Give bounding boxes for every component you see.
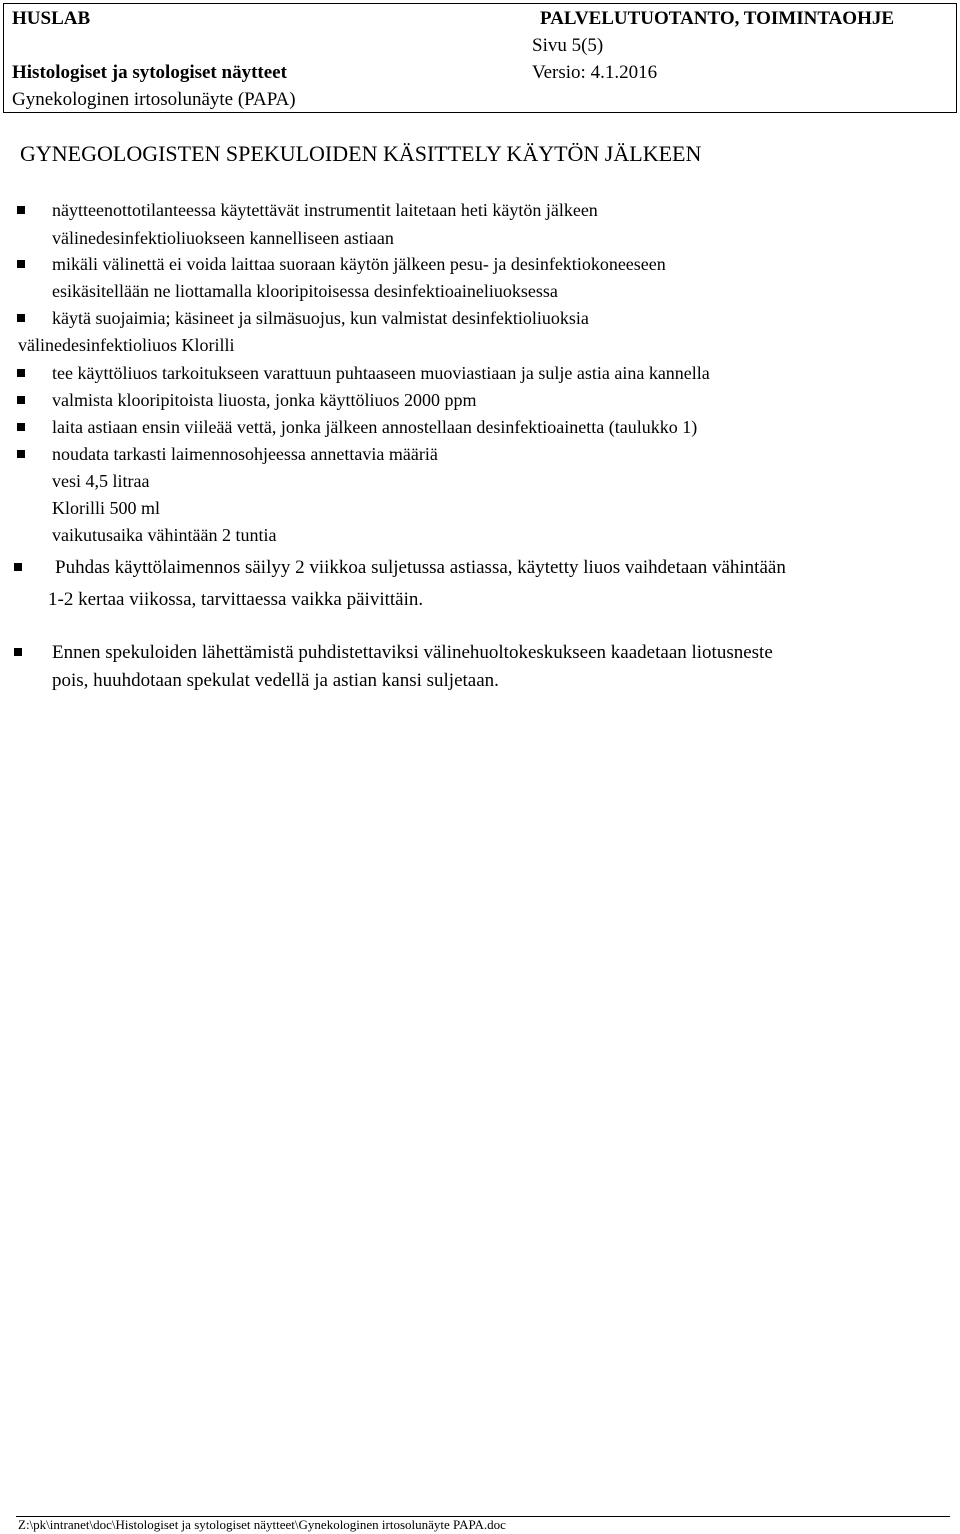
file-path: Z:\pk\intranet\doc\Histologiset ja sytologiset näytteet\Gynekologinen irtosolunäyte PAPA.doc	[18, 1517, 506, 1532]
subheading: välinedesinfektioliuos Klorilli	[18, 335, 235, 355]
document-title: Histologiset ja sytologiset näytteet	[12, 62, 287, 83]
page-number: Sivu 5(5)	[532, 35, 604, 56]
list-item-continuation: välinedesinfektioliuokseen kannelliseen astiaan	[52, 228, 394, 248]
list-item: näytteenottotilanteessa käytettävät instrumentit laitetaan heti käytön jälkeen	[52, 200, 598, 220]
list-item: mikäli välinettä ei voida laittaa suoraan käytön jälkeen pesu- ja desinfektiokoneeseen	[52, 254, 666, 274]
section-title: GYNEGOLOGISTEN SPEKULOIDEN KÄSITTELY KÄYTÖN JÄLKEEN	[20, 141, 702, 166]
version: Versio: 4.1.2016	[532, 62, 658, 83]
bullet-icon	[17, 369, 25, 377]
list-item-detail: vesi 4,5 litraa	[52, 471, 150, 491]
bullet-icon	[17, 314, 25, 322]
list-item: noudata tarkasti laimennosohjeessa annettavia määriä	[52, 444, 438, 464]
bullet-icon	[17, 260, 25, 268]
list-item: valmista klooripitoista liuosta, jonka käyttöliuos 2000 ppm	[52, 390, 477, 410]
section-name: PALVELUTUOTANTO, TOIMINTAOHJE	[540, 8, 895, 29]
list-item-continuation: pois, huuhdotaan spekulat vedellä ja astian kansi suljetaan.	[52, 670, 499, 691]
bullet-icon	[17, 206, 25, 214]
list-item: Puhdas käyttölaimennos säilyy 2 viikkoa suljetussa astiassa, käytetty liuos vaihdetaan vähintään	[55, 557, 786, 578]
document-subtitle: Gynekologinen irtosolunäyte (PAPA)	[12, 89, 296, 110]
list-item-continuation: 1-2 kertaa viikossa, tarvittaessa vaikka päivittäin.	[48, 589, 424, 610]
bullet-icon	[17, 396, 25, 404]
list-item: Ennen spekuloiden lähettämistä puhdistettaviksi välinehuoltokeskukseen kaadetaan liotusneste	[52, 642, 773, 663]
document-header	[3, 3, 957, 113]
bullet-icon	[17, 423, 25, 431]
list-item: tee käyttöliuos tarkoitukseen varattuun puhtaaseen muoviastiaan ja sulje astia aina kannella	[52, 363, 710, 383]
bullet-icon	[14, 648, 22, 656]
org-name: HUSLAB	[12, 8, 91, 29]
list-item: käytä suojaimia; käsineet ja silmäsuojus, kun valmistat desinfektioliuoksia	[52, 308, 589, 328]
list-item-detail: vaikutusaika vähintään 2 tuntia	[52, 525, 277, 545]
bullet-icon	[14, 563, 22, 571]
list-item: laita astiaan ensin viileää vettä, jonka jälkeen annostellaan desinfektioainetta (taulukko 1)	[52, 417, 698, 437]
list-item-detail: Klorilli 500 ml	[52, 498, 160, 518]
bullet-icon	[17, 450, 25, 458]
list-item-continuation: esikäsitellään ne liottamalla klooripitoisessa desinfektioaineliuoksessa	[52, 281, 558, 301]
